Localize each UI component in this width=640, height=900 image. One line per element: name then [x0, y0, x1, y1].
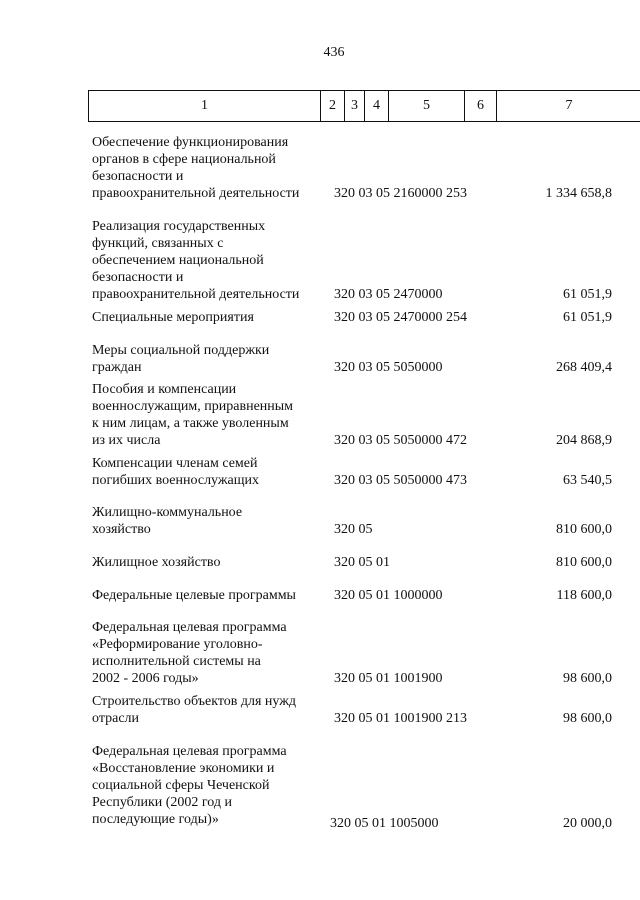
row-name: Обеспечение функционирования органов в сфере национальной безопасности и правоохранительной деятельности [92, 135, 300, 201]
row-name: Федеральная целевая программа «Восстановление экономики и социальной сферы Чеченской Республики (2002 год и последующие годы)» [92, 744, 287, 827]
row-name: Реализация государственных функций, связанных с обеспечением национальной безопасности и правоохранительной деятельности [92, 219, 300, 302]
row-codes: 320 03 05 2160000 253 [334, 186, 467, 201]
row-name: Строительство объектов для нужд отрасли [92, 694, 297, 726]
table-row [0, 309, 640, 326]
row-codes: 320 05 01 1001900 [334, 671, 443, 686]
column-header-5: 5 [389, 91, 465, 121]
row-amount: 98 600,0 [563, 711, 612, 726]
column-header-7: 7 [565, 98, 573, 113]
table-row [0, 134, 640, 202]
table-row [0, 619, 640, 687]
row-name: Компенсации членам семей погибших военнослужащих [92, 456, 260, 488]
row-amount: 20 000,0 [563, 816, 612, 831]
row-name: Федеральная целевая программа «Реформирование уголовно- исполнительной системы на 2002 - 2006 годы» [92, 620, 287, 686]
column-header-1: 1 [89, 91, 321, 121]
row-codes: 320 05 01 1005000 [330, 816, 439, 831]
row-name: Специальные мероприятия [92, 310, 254, 325]
column-header-2: 2 [321, 91, 345, 121]
row-amount: 1 334 658,8 [545, 186, 612, 201]
table-row [0, 504, 640, 538]
row-amount: 98 600,0 [563, 671, 612, 686]
row-amount: 810 600,0 [556, 555, 612, 570]
row-name: Жилищно-коммунальное хозяйство [92, 505, 243, 537]
row-amount: 810 600,0 [556, 522, 612, 537]
row-amount: 61 051,9 [563, 310, 612, 325]
row-name: Федеральные целевые программы [92, 588, 296, 603]
table-row [0, 587, 640, 604]
table-row [0, 342, 640, 376]
row-amount: 268 409,4 [556, 360, 612, 375]
row-codes: 320 05 01 1001900 213 [334, 711, 467, 726]
table-row [0, 455, 640, 489]
page-number: 436 [323, 45, 345, 60]
column-header-4: 4 [365, 91, 389, 121]
column-header-6: 6 [465, 91, 497, 121]
table-row [0, 381, 640, 449]
row-amount: 63 540,5 [563, 473, 612, 488]
row-codes: 320 05 [334, 522, 373, 537]
row-codes: 320 03 05 5050000 473 [334, 473, 467, 488]
row-name: Пособия и компенсации военнослужащим, приравненным к ним лицам, а также уволенным из их числа [92, 382, 294, 448]
table-row [0, 218, 640, 303]
row-name: Меры социальной поддержки граждан [92, 343, 270, 375]
table-row [0, 743, 640, 831]
row-codes: 320 03 05 2470000 [334, 287, 443, 302]
row-amount: 61 051,9 [563, 287, 612, 302]
row-name: Жилищное хозяйство [92, 555, 221, 570]
table-row [0, 693, 640, 727]
table-row [0, 554, 640, 571]
column-header-table [88, 90, 640, 122]
row-amount: 204 868,9 [556, 433, 612, 448]
row-codes: 320 03 05 5050000 472 [334, 433, 467, 448]
row-codes: 320 05 01 1000000 [334, 588, 443, 603]
row-codes: 320 05 01 [334, 555, 390, 570]
row-codes: 320 03 05 2470000 254 [334, 310, 467, 325]
column-header-3: 3 [345, 91, 365, 121]
row-amount: 118 600,0 [556, 588, 612, 603]
row-codes: 320 03 05 5050000 [334, 360, 443, 375]
